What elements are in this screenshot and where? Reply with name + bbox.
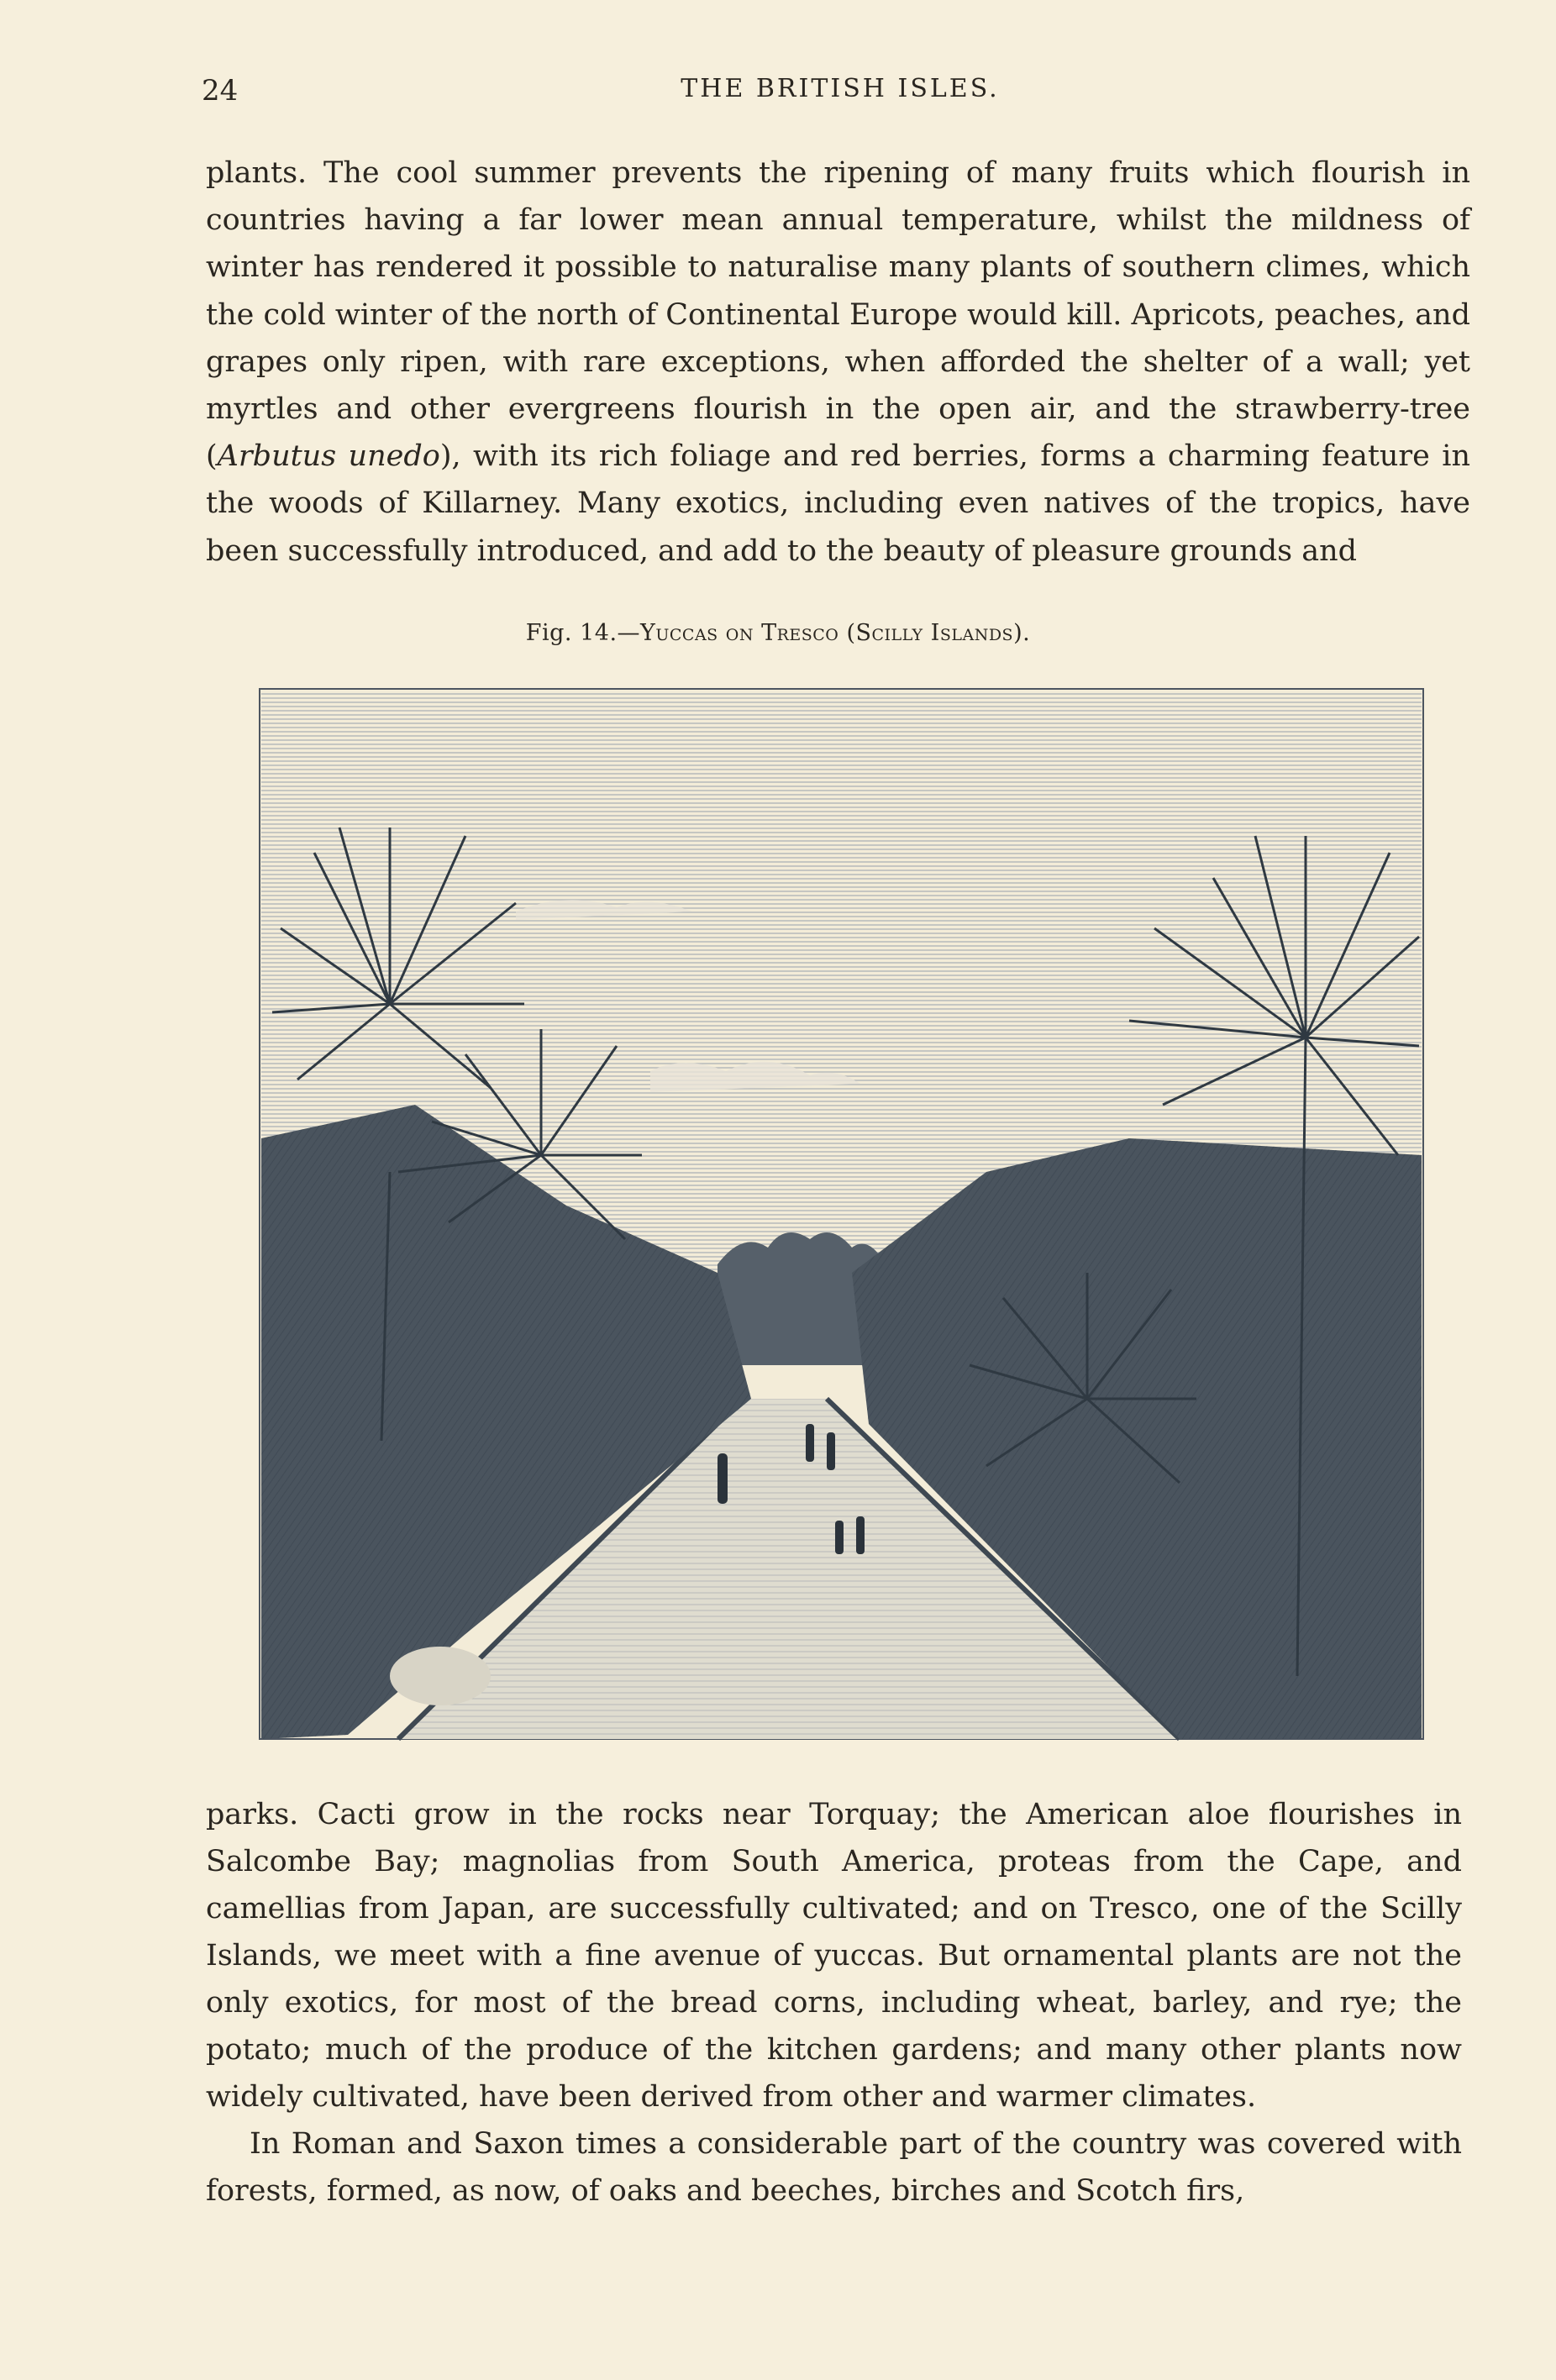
page-header xyxy=(202,74,1479,116)
engraving-illustration xyxy=(247,685,1432,1747)
top-paragraph-part2: ), with its rich foliage and red berries, forms a charming feature in the woods of Killarney. Many exotics, including even natives of the tropics, have been successfully introduced, and add to the beauty of pleasure grounds and xyxy=(206,439,1470,568)
bottom-paragraph-1: parks. Cacti grow in the rocks near Torquay; the American aloe flourishes in Salcombe Bay; magnolias from South America, proteas from the Cape, and camellias from Japan, are successfully cultivated; and on Tresco, one of the Scilly Islands, we meet with a fine avenue of yuccas. But ornamental plants are not the only exotics, for most of the bread corns, including wheat, barley, and rye; the potato; much of the produce of the kitchen gardens; and many other plants now widely cultivated, have been derived from other and warmer climates. xyxy=(206,1798,1462,2114)
botanical-name: Arbutus unedo xyxy=(217,439,440,474)
running-title: THE BRITISH ISLES. xyxy=(681,74,1000,103)
page-number: 24 xyxy=(202,74,239,108)
figure-caption-prefix: Fig. 14.— xyxy=(525,620,641,646)
bottom-text-block xyxy=(206,1791,1462,2215)
yucca-avenue-engraving xyxy=(247,685,1432,1747)
top-text-block xyxy=(206,150,1470,575)
figure-caption-title: Yuccas on Tresco (Scilly Islands). xyxy=(640,620,1031,646)
top-paragraph xyxy=(206,150,1470,575)
top-paragraph-part1: plants. The cool summer prevents the ripening of many fruits which flourish in countries having a far lower mean annual temperature, whilst the mildness of winter has rendered it possible to naturalise many plants of southern climes, which the cold winter of the north of Continental Europe would kill. Apricots, peaches, and grapes only ripen, with rare exceptions, when afforded the shelter of a wall; yet myrtles and other evergreens flourish in the open air, and the strawberry-tree ( xyxy=(206,156,1470,474)
bottom-paragraph-2: In Roman and Saxon times a considerable part of the country was covered with forests, formed, as now, of oaks and beeches, birches and Scotch firs, xyxy=(206,2127,1462,2208)
figure-caption xyxy=(0,620,1556,646)
